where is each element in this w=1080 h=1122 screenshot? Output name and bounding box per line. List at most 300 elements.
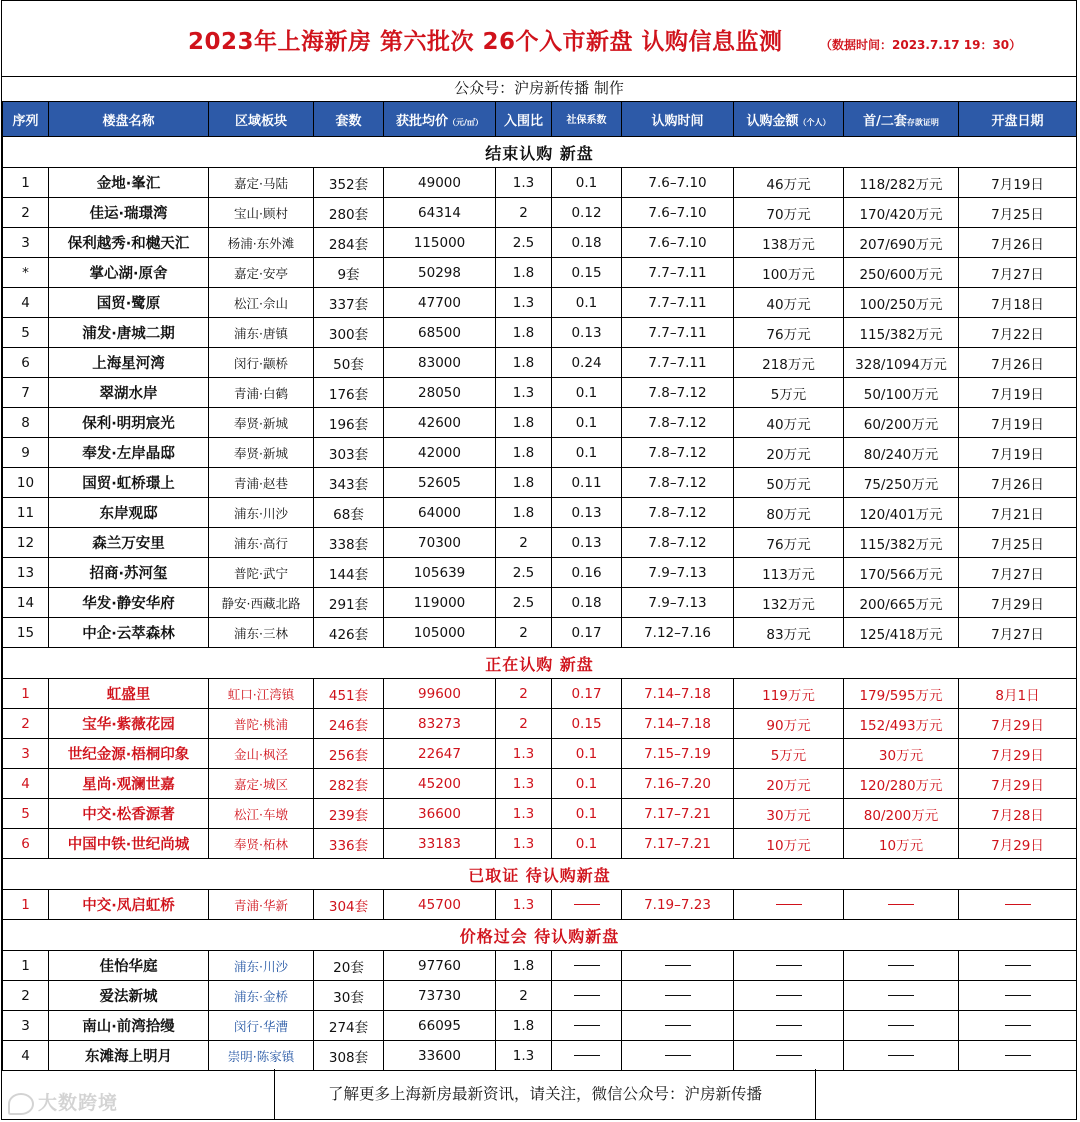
col-social: 社保系数 (552, 102, 622, 137)
cell-seq: 14 (3, 588, 49, 618)
cell-units: 256套 (314, 739, 384, 769)
cell-price: 105000 (384, 618, 496, 648)
cell-open (959, 890, 1077, 920)
page-title: 2023年上海新房 第六批次 26个入市新盘 认购信息监测 (188, 29, 783, 55)
cell-price: 45700 (384, 890, 496, 920)
cell-ratio: 1.8 (496, 468, 552, 498)
table-row (3, 228, 1077, 258)
footer (2, 1069, 1076, 1119)
cell-down: 118/282万元 (844, 168, 959, 198)
cell-amount (734, 1041, 844, 1071)
cell-social: 0.13 (552, 318, 622, 348)
dash-placeholder (776, 904, 802, 905)
cell-name: 金地·峯汇 (49, 168, 209, 198)
cell-ratio: 2 (496, 618, 552, 648)
cell-seq: 3 (3, 1011, 49, 1041)
cell-area: 普陀·武宁 (209, 558, 314, 588)
footer-box (274, 1069, 816, 1119)
cell-seq: 7 (3, 378, 49, 408)
cell-seq: 6 (3, 348, 49, 378)
table-row (3, 1041, 1077, 1071)
cell-social: 0.12 (552, 198, 622, 228)
cell-open (959, 951, 1077, 981)
cell-time: 7.8–7.12 (622, 438, 734, 468)
cell-open: 7月19日 (959, 378, 1077, 408)
cell-social: 0.1 (552, 288, 622, 318)
cell-time: 7.17–7.21 (622, 829, 734, 859)
cell-area: 普陀·桃浦 (209, 709, 314, 739)
cell-area: 浦东·唐镇 (209, 318, 314, 348)
cell-social (552, 951, 622, 981)
table-header-row (3, 102, 1077, 137)
cell-down: 200/665万元 (844, 588, 959, 618)
section-title: 结束认购 新盘 (3, 137, 1077, 168)
cell-amount (734, 1011, 844, 1041)
cell-down: 250/600万元 (844, 258, 959, 288)
cell-units: 337套 (314, 288, 384, 318)
cell-name: 中国中铁·世纪尚城 (49, 829, 209, 859)
dash-placeholder (1005, 904, 1031, 905)
cell-price: 52605 (384, 468, 496, 498)
cell-name: 虹盛里 (49, 679, 209, 709)
cell-down: 30万元 (844, 739, 959, 769)
cell-price: 33600 (384, 1041, 496, 1071)
table-row (3, 498, 1077, 528)
cell-social: 0.11 (552, 468, 622, 498)
footer-text: 了解更多上海新房最新资讯，请关注，微信公众号：沪房新传播 (327, 1085, 762, 1103)
cell-open: 7月18日 (959, 288, 1077, 318)
table-row (3, 558, 1077, 588)
cell-down: 115/382万元 (844, 528, 959, 558)
cell-social (552, 890, 622, 920)
cell-amount: 119万元 (734, 679, 844, 709)
cell-price: 45200 (384, 769, 496, 799)
credit-line: 公众号：沪房新传播 制作 (2, 76, 1076, 102)
cell-amount: 132万元 (734, 588, 844, 618)
dash-placeholder (776, 965, 802, 966)
cell-time: 7.9–7.13 (622, 558, 734, 588)
cell-social: 0.1 (552, 438, 622, 468)
cell-ratio: 1.8 (496, 951, 552, 981)
dash-placeholder (1005, 965, 1031, 966)
cell-price: 115000 (384, 228, 496, 258)
dash-placeholder (665, 1055, 691, 1056)
cell-open: 7月25日 (959, 528, 1077, 558)
cell-amount: 40万元 (734, 408, 844, 438)
cell-seq: 6 (3, 829, 49, 859)
cell-name: 招商·苏河玺 (49, 558, 209, 588)
cell-units: 343套 (314, 468, 384, 498)
table-row (3, 438, 1077, 468)
cell-name: 佳怡华庭 (49, 951, 209, 981)
cell-ratio: 1.8 (496, 438, 552, 468)
cell-seq: 8 (3, 408, 49, 438)
cell-open: 7月27日 (959, 618, 1077, 648)
cell-social: 0.18 (552, 228, 622, 258)
cell-time: 7.15–7.19 (622, 739, 734, 769)
dash-placeholder (776, 1055, 802, 1056)
cell-units: 303套 (314, 438, 384, 468)
cell-name: 保利·明玥宸光 (49, 408, 209, 438)
cell-down: 152/493万元 (844, 709, 959, 739)
cell-area: 闵行·华漕 (209, 1011, 314, 1041)
cell-units: 300套 (314, 318, 384, 348)
cell-area: 金山·枫泾 (209, 739, 314, 769)
cell-price: 33183 (384, 829, 496, 859)
table-row (3, 378, 1077, 408)
cell-units: 246套 (314, 709, 384, 739)
cell-name: 掌心湖·原舍 (49, 258, 209, 288)
cell-name: 华发·静安华府 (49, 588, 209, 618)
cell-social: 0.16 (552, 558, 622, 588)
cell-social: 0.1 (552, 378, 622, 408)
cell-social: 0.13 (552, 528, 622, 558)
table-row (3, 258, 1077, 288)
cell-price: 73730 (384, 981, 496, 1011)
cell-down (844, 1011, 959, 1041)
table-row (3, 799, 1077, 829)
section-row (3, 648, 1077, 679)
cell-units: 426套 (314, 618, 384, 648)
cell-name: 森兰万安里 (49, 528, 209, 558)
cell-amount (734, 890, 844, 920)
table-row (3, 890, 1077, 920)
cell-seq: 15 (3, 618, 49, 648)
cell-amount: 5万元 (734, 378, 844, 408)
cell-open: 7月29日 (959, 829, 1077, 859)
table-row (3, 679, 1077, 709)
cell-ratio: 1.3 (496, 890, 552, 920)
cell-time: 7.14–7.18 (622, 679, 734, 709)
cell-price: 83000 (384, 348, 496, 378)
cell-time: 7.7–7.11 (622, 258, 734, 288)
cell-units: 308套 (314, 1041, 384, 1071)
table-row (3, 528, 1077, 558)
cell-price: 119000 (384, 588, 496, 618)
cell-down (844, 890, 959, 920)
cell-area: 松江·车墩 (209, 799, 314, 829)
table-row (3, 198, 1077, 228)
cell-units: 282套 (314, 769, 384, 799)
cell-seq: 9 (3, 438, 49, 468)
cell-down: 100/250万元 (844, 288, 959, 318)
dash-placeholder (776, 1025, 802, 1026)
cell-seq: 12 (3, 528, 49, 558)
cell-down: 75/250万元 (844, 468, 959, 498)
cell-seq: 2 (3, 198, 49, 228)
cell-name: 世纪金源·梧桐印象 (49, 739, 209, 769)
cell-open: 7月26日 (959, 468, 1077, 498)
cell-ratio: 2 (496, 709, 552, 739)
cell-area: 浦东·高行 (209, 528, 314, 558)
cell-time: 7.12–7.16 (622, 618, 734, 648)
cell-seq: 11 (3, 498, 49, 528)
cell-ratio: 2 (496, 528, 552, 558)
title-bar (2, 1, 1076, 77)
cell-area: 奉贤·柘林 (209, 829, 314, 859)
cell-open: 7月25日 (959, 198, 1077, 228)
cell-units: 50套 (314, 348, 384, 378)
table-row (3, 168, 1077, 198)
cell-name: 保利越秀·和樾天汇 (49, 228, 209, 258)
watermark-logo-icon (8, 1093, 34, 1115)
cell-time: 7.6–7.10 (622, 198, 734, 228)
cell-area: 浦东·三林 (209, 618, 314, 648)
cell-social: 0.13 (552, 498, 622, 528)
cell-price: 83273 (384, 709, 496, 739)
cell-open (959, 981, 1077, 1011)
cell-down (844, 1041, 959, 1071)
cell-open: 7月19日 (959, 168, 1077, 198)
cell-ratio: 1.3 (496, 378, 552, 408)
cell-ratio: 1.8 (496, 1011, 552, 1041)
cell-price: 47700 (384, 288, 496, 318)
cell-units: 239套 (314, 799, 384, 829)
cell-area: 奉贤·新城 (209, 408, 314, 438)
dash-placeholder (888, 995, 914, 996)
cell-open: 8月1日 (959, 679, 1077, 709)
section-title: 价格过会 待认购新盘 (3, 920, 1077, 951)
cell-price: 68500 (384, 318, 496, 348)
table-row (3, 739, 1077, 769)
cell-price: 66095 (384, 1011, 496, 1041)
cell-ratio: 1.3 (496, 799, 552, 829)
cell-time: 7.8–7.12 (622, 408, 734, 438)
cell-price: 42000 (384, 438, 496, 468)
cell-down: 125/418万元 (844, 618, 959, 648)
col-down-unit: 存款证明 (906, 117, 939, 127)
cell-down: 80/240万元 (844, 438, 959, 468)
col-area: 区域板块 (209, 102, 314, 137)
table-row (3, 981, 1077, 1011)
cell-social: 0.17 (552, 679, 622, 709)
cell-area: 浦东·川沙 (209, 951, 314, 981)
cell-area: 青浦·赵巷 (209, 468, 314, 498)
cell-time: 7.7–7.11 (622, 348, 734, 378)
cell-name: 国贸·鹭原 (49, 288, 209, 318)
cell-seq: 3 (3, 228, 49, 258)
cell-units: 68套 (314, 498, 384, 528)
cell-open: 7月28日 (959, 799, 1077, 829)
cell-area: 嘉定·城区 (209, 769, 314, 799)
listing-table (2, 101, 1077, 1071)
cell-area: 嘉定·马陆 (209, 168, 314, 198)
cell-open: 7月26日 (959, 228, 1077, 258)
cell-social: 0.15 (552, 258, 622, 288)
cell-time: 7.7–7.11 (622, 318, 734, 348)
cell-amount: 20万元 (734, 769, 844, 799)
cell-area: 闵行·颛桥 (209, 348, 314, 378)
cell-down: 207/690万元 (844, 228, 959, 258)
cell-down: 50/100万元 (844, 378, 959, 408)
dash-placeholder (1005, 1025, 1031, 1026)
section-row (3, 137, 1077, 168)
cell-down (844, 951, 959, 981)
cell-seq: 13 (3, 558, 49, 588)
cell-price: 97760 (384, 951, 496, 981)
cell-open (959, 1041, 1077, 1071)
cell-social: 0.1 (552, 739, 622, 769)
cell-name: 东滩海上明月 (49, 1041, 209, 1071)
cell-area: 崇明·陈家镇 (209, 1041, 314, 1071)
cell-units: 451套 (314, 679, 384, 709)
cell-seq: 4 (3, 769, 49, 799)
cell-area: 浦东·川沙 (209, 498, 314, 528)
cell-down: 170/420万元 (844, 198, 959, 228)
cell-down: 328/1094万元 (844, 348, 959, 378)
dash-placeholder (574, 904, 600, 905)
cell-down: 10万元 (844, 829, 959, 859)
cell-name: 奉发·左岸晶邸 (49, 438, 209, 468)
dash-placeholder (888, 1055, 914, 1056)
cell-ratio: 1.8 (496, 258, 552, 288)
cell-name: 国贸·虹桥璟上 (49, 468, 209, 498)
section-title: 正在认购 新盘 (3, 648, 1077, 679)
cell-amount: 80万元 (734, 498, 844, 528)
dash-placeholder (574, 995, 600, 996)
cell-amount: 113万元 (734, 558, 844, 588)
cell-price: 22647 (384, 739, 496, 769)
dash-placeholder (776, 995, 802, 996)
cell-area: 静安·西藏北路 (209, 588, 314, 618)
cell-units: 144套 (314, 558, 384, 588)
cell-name: 南山·前湾拾缦 (49, 1011, 209, 1041)
cell-name: 中企·云萃森林 (49, 618, 209, 648)
cell-area: 杨浦·东外滩 (209, 228, 314, 258)
table-row (3, 618, 1077, 648)
col-ratio: 入围比 (496, 102, 552, 137)
data-timestamp: （数据时间：2023.7.17 19：30） (820, 38, 1022, 52)
cell-time: 7.8–7.12 (622, 528, 734, 558)
cell-amount: 40万元 (734, 288, 844, 318)
cell-seq: 2 (3, 709, 49, 739)
cell-social: 0.1 (552, 769, 622, 799)
cell-units: 176套 (314, 378, 384, 408)
cell-time (622, 1011, 734, 1041)
cell-open: 7月19日 (959, 438, 1077, 468)
cell-time (622, 1041, 734, 1071)
cell-units: 284套 (314, 228, 384, 258)
cell-name: 爱法新城 (49, 981, 209, 1011)
col-time: 认购时间 (622, 102, 734, 137)
cell-social: 0.17 (552, 618, 622, 648)
watermark: 大数跨境 (8, 1088, 118, 1115)
cell-price: 70300 (384, 528, 496, 558)
cell-seq: 10 (3, 468, 49, 498)
cell-units: 352套 (314, 168, 384, 198)
cell-area: 青浦·白鹤 (209, 378, 314, 408)
col-seq: 序列 (3, 102, 49, 137)
cell-ratio: 1.8 (496, 318, 552, 348)
dash-placeholder (888, 965, 914, 966)
cell-units: 336套 (314, 829, 384, 859)
cell-amount: 90万元 (734, 709, 844, 739)
cell-area: 奉贤·新城 (209, 438, 314, 468)
cell-name: 中交·松香源著 (49, 799, 209, 829)
cell-seq: 4 (3, 1041, 49, 1071)
cell-amount: 5万元 (734, 739, 844, 769)
cell-units: 30套 (314, 981, 384, 1011)
cell-seq: 3 (3, 739, 49, 769)
section-title: 已取证 待认购新盘 (3, 859, 1077, 890)
cell-units: 196套 (314, 408, 384, 438)
cell-ratio: 1.3 (496, 739, 552, 769)
table-row (3, 769, 1077, 799)
cell-open: 7月21日 (959, 498, 1077, 528)
cell-open: 7月27日 (959, 558, 1077, 588)
cell-time: 7.7–7.11 (622, 288, 734, 318)
cell-ratio: 1.8 (496, 348, 552, 378)
cell-area: 浦东·金桥 (209, 981, 314, 1011)
cell-price: 36600 (384, 799, 496, 829)
col-price: 获批均价（元/㎡） (384, 102, 496, 137)
cell-amount: 10万元 (734, 829, 844, 859)
dash-placeholder (574, 965, 600, 966)
cell-seq: 4 (3, 288, 49, 318)
cell-amount: 100万元 (734, 258, 844, 288)
col-amount: 认购金额（个人） (734, 102, 844, 137)
cell-social: 0.18 (552, 588, 622, 618)
cell-down: 120/280万元 (844, 769, 959, 799)
col-price-unit: （元/㎡） (448, 117, 483, 127)
cell-time: 7.17–7.21 (622, 799, 734, 829)
cell-open: 7月29日 (959, 709, 1077, 739)
cell-open: 7月22日 (959, 318, 1077, 348)
table-row (3, 588, 1077, 618)
cell-price: 99600 (384, 679, 496, 709)
section-row (3, 920, 1077, 951)
cell-time: 7.8–7.12 (622, 468, 734, 498)
cell-name: 佳运·瑞璟湾 (49, 198, 209, 228)
col-open: 开盘日期 (959, 102, 1077, 137)
cell-ratio: 1.8 (496, 498, 552, 528)
dash-placeholder (665, 965, 691, 966)
dash-placeholder (574, 1055, 600, 1056)
table-row (3, 709, 1077, 739)
cell-name: 星尚·观澜世嘉 (49, 769, 209, 799)
cell-units: 9套 (314, 258, 384, 288)
table-row (3, 348, 1077, 378)
cell-open: 7月19日 (959, 408, 1077, 438)
cell-open: 7月29日 (959, 739, 1077, 769)
cell-amount: 76万元 (734, 318, 844, 348)
cell-ratio: 2.5 (496, 228, 552, 258)
cell-seq: 1 (3, 679, 49, 709)
cell-name: 翠湖水岸 (49, 378, 209, 408)
table-row (3, 829, 1077, 859)
cell-down: 120/401万元 (844, 498, 959, 528)
cell-price: 50298 (384, 258, 496, 288)
cell-amount: 76万元 (734, 528, 844, 558)
cell-ratio: 1.3 (496, 1041, 552, 1071)
cell-social (552, 1011, 622, 1041)
dash-placeholder (888, 904, 914, 905)
table-row (3, 951, 1077, 981)
cell-amount: 70万元 (734, 198, 844, 228)
cell-down: 80/200万元 (844, 799, 959, 829)
cell-social: 0.24 (552, 348, 622, 378)
cell-ratio: 2.5 (496, 588, 552, 618)
cell-seq: 5 (3, 799, 49, 829)
cell-social: 0.1 (552, 829, 622, 859)
cell-amount: 83万元 (734, 618, 844, 648)
cell-time: 7.19–7.23 (622, 890, 734, 920)
cell-price: 42600 (384, 408, 496, 438)
cell-ratio: 2.5 (496, 558, 552, 588)
table-row (3, 288, 1077, 318)
cell-amount: 20万元 (734, 438, 844, 468)
cell-social (552, 981, 622, 1011)
